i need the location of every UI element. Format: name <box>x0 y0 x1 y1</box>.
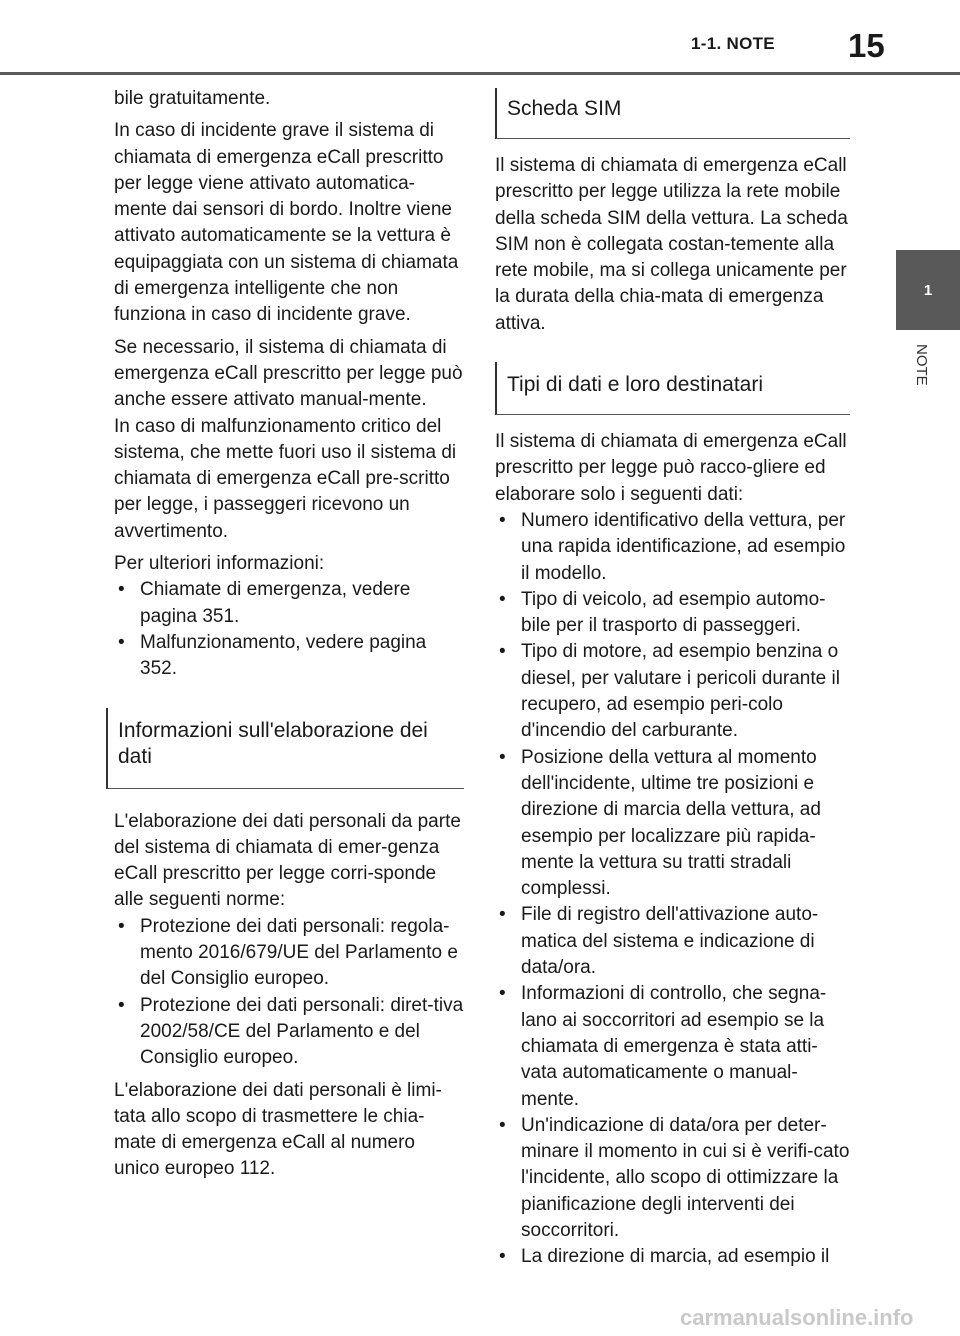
section-heading-data-processing: Informazioni sull'elaborazione dei dati <box>106 708 464 789</box>
list-item: • Tipo di veicolo, ad esempio automo-bile per il trasporto di passeggeri. <box>495 587 850 640</box>
chapter-tab-label: NOTE <box>913 344 930 386</box>
bullet-list <box>495 508 850 1271</box>
list-item: • Informazioni di controllo, che segna-lano ai soccorritori ad esempio se la chiamata di emergenza è stata atti-vata automaticamente o manual-mente. <box>495 981 850 1112</box>
bullet-list <box>114 577 464 682</box>
paragraph: Il sistema di chiamata di emergenza eCall prescritto per legge utilizza la rete mobile della scheda SIM della vettura. La scheda SIM non è collegata costan-temente alla rete mobile, ma si collega unicamente per la durata della chia-mata di emergenza attiva. <box>495 155 848 334</box>
bullet-list <box>114 914 464 1072</box>
section-title: 1-1. NOTE <box>691 34 775 53</box>
section-heading-data-types: Tipi di dati e loro destinatari <box>495 362 850 415</box>
paragraph: bile gratuitamente. <box>114 88 271 109</box>
list-item: • La direzione di marcia, ad esempio il <box>495 1244 850 1270</box>
header-divider <box>0 72 960 75</box>
list-item: • Protezione dei dati personali: regola-mento 2016/679/UE del Parlamento e del Consiglio europeo. <box>114 914 464 993</box>
paragraph: L'elaborazione dei dati personali da parte del sistema di chiamata di emer-genza eCall prescritto per legge corri-sponde alle seguenti norme: <box>114 810 461 911</box>
left-column <box>114 86 464 1189</box>
paragraph: In caso di malfunzionamento critico del sistema, che mette fuori uso il sistema di chiamata di emergenza eCall pre-scritto per legge, i passeggeri ricevono un avvertimento. <box>114 415 457 542</box>
list-item: • Protezione dei dati personali: diret-tiva 2002/58/CE del Parlamento e del Consiglio europeo. <box>114 993 464 1072</box>
watermark: carmanualsonline.info <box>680 1305 914 1330</box>
paragraph: In caso di incidente grave il sistema di chiamata di emergenza eCall prescritto per legge viene attivato automatica-mente dai sensori di bordo. Inoltre viene attivato automaticamente se la vettura è equipaggiata con un sistema di chiamata di emergenza intelligente che non funziona in caso di incidente grave. <box>114 120 459 326</box>
list-item: • Malfunzionamento, vedere pagina 352. <box>114 630 464 683</box>
right-column <box>495 88 850 1277</box>
list-item: • Chiamate di emergenza, vedere pagina 351. <box>114 577 464 630</box>
list-item: • Tipo di motore, ad esempio benzina o diesel, per valutare i pericoli durante il recupero, ad esempio peri-colo d'incendio del carburante. <box>495 639 850 744</box>
paragraph: Il sistema di chiamata di emergenza eCall prescritto per legge può racco-gliere ed elaborare solo i seguenti dati: <box>495 431 847 505</box>
paragraph: Per ulteriori informazioni: <box>114 553 325 575</box>
list-item: • Posizione della vettura al momento dell'incidente, ultime tre posizioni e direzione di marcia della vettura, ad esempio per localizzare più rapida-mente la vettura su tratti stradali complessi. <box>495 745 850 903</box>
paragraph: L'elaborazione dei dati personali è limi-tata allo scopo di trasmettere le chia-mate di emergenza eCall al numero unico europeo 112. <box>114 1079 442 1180</box>
paragraph: Se necessario, il sistema di chiamata di emergenza eCall prescritto per legge può anche essere attivato manual-mente. <box>114 336 463 411</box>
list-item: • Numero identificativo della vettura, per una rapida identificazione, ad esempio il modello. <box>495 508 850 587</box>
list-item: • File di registro dell'attivazione auto-matica del sistema e indicazione di data/ora. <box>495 902 850 981</box>
chapter-tab[interactable] <box>896 250 960 330</box>
section-heading-sim: Scheda SIM <box>495 88 850 139</box>
page-number: 15 <box>848 27 885 64</box>
list-item: • Un'indicazione di data/ora per deter-minare il momento in cui si è verifi-cato l'incidente, allo scopo di ottimizzare la pianificazione degli interventi dei soccorritori. <box>495 1113 850 1244</box>
chapter-tab-number: 1 <box>923 281 933 299</box>
